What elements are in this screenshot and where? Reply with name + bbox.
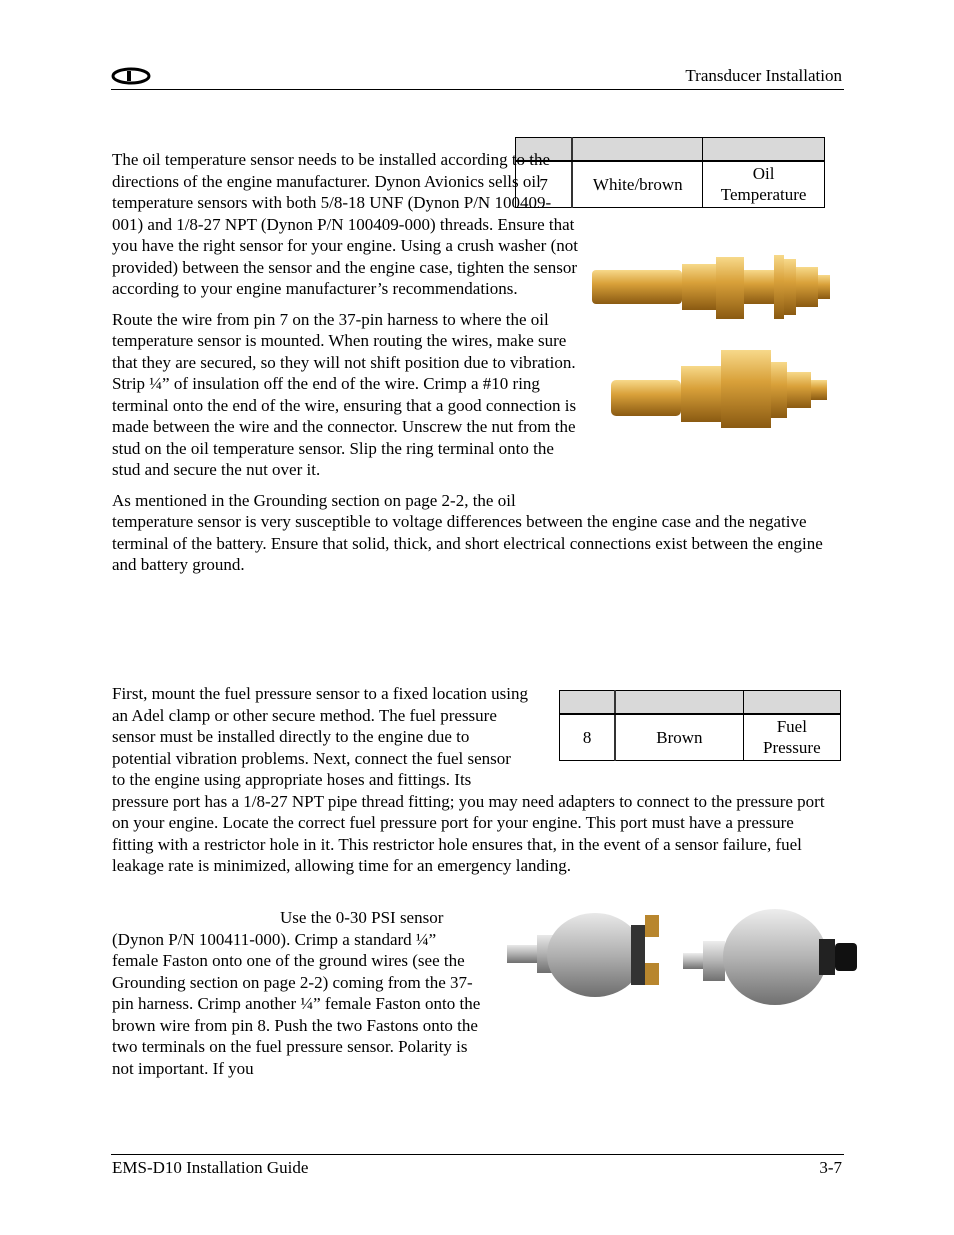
fuel-pressure-section [112,683,834,886]
fuel-pressure-para-2-wrap [112,907,484,1088]
fuel-pressure-para-2: Use the 0-30 PSI sensor (Dynon P/N 100411-000). Crimp a standard ¼” female Faston onto one of the ground wires (see the Grounding section on page 2-2) coming from the 37-pin harness. Crimp another ¼” female Faston onto the brown wire from pin 8. Push the two Fastons onto the two terminals on the fuel pressure sensor. Polarity is not important. If you [112,908,481,1078]
oil-temp-para-1: The oil temperature sensor needs to be installed according to the directions of the engine manufacturer. Dynon Avionics sells oil temperature sensors with both 5/8-18 UNF (Dynon P/N 100409-001) and 1/8-27 NPT (Dynon P/N 100409-000) threads. Ensure that you have the right sensor for your engine. Using a crush washer (not provided) between the sensor and the engine case, tighten the sensor according to your engine manufacturer’s recommendations. [112,150,578,298]
fuel-pin-cell: 8 [560,714,616,760]
oil-temp-para-2: Route the wire from pin 7 on the 37-pin harness to where the oil temperature sensor is mounted. When routing the wires, make sure that they are secured, so they will not shift position due to vibration. Strip ¼” of insulation off the end of the wire. Crimp a #10 ring terminal onto the end of the wire, ensuring that a good connection is made between the wire and the connector. Unscrew the nut from the stud on the oil temperature sensor. Slip the ring terminal onto the stud and secure the nut over it. [112,309,577,479]
footer-rule [111,1154,844,1155]
header-title: Transducer Installation [685,66,842,85]
oil-pin-cell: 7 [516,161,573,207]
footer-title: EMS-D10 Installation Guide [112,1158,309,1177]
page-number: 3-7 [819,1158,842,1177]
oil-color-cell: White/brown [572,161,702,207]
oil-temp-section [112,149,834,585]
fuel-function-cell: Fuel Pressure [743,714,840,760]
fuel-pressure-sensor-photo-2 [679,903,861,1011]
fuel-pressure-sensor-photo-1 [503,905,675,1010]
header-rule [111,89,844,90]
oil-temp-para-3: As mentioned in the Grounding section on page 2-2, the oil temperature sensor is very susceptible to voltage differences between the engine case and the negative terminal of the battery. Ensure that solid, thick, and short electrical connections exist between the engine and battery ground. [112,490,823,574]
oil-function-cell: Oil Temperature [703,161,825,207]
dynon-logo-icon [111,67,155,85]
fuel-pressure-para-1: First, mount the fuel pressure sensor to a fixed location using an Adel clamp or other secure method. The fuel pressure sensor must be installed directly to the engine due to potential vibration problems. Next, connect the fuel sensor to the engine using appropriate hoses and fittings. Its pressure port has a 1/8-27 NPT pipe thread fitting; you may need adapters to connect to the pressure port on your engine. Locate the correct fuel pressure port for your engine. This port must have a pressure fitting with a restrictor hole in it. This restrictor hole ensures that, in the event of a sensor failure, fuel leakage rate is minimized, allowing time for an emergency landing. [112,684,825,875]
fuel-color-cell: Brown [615,714,743,760]
